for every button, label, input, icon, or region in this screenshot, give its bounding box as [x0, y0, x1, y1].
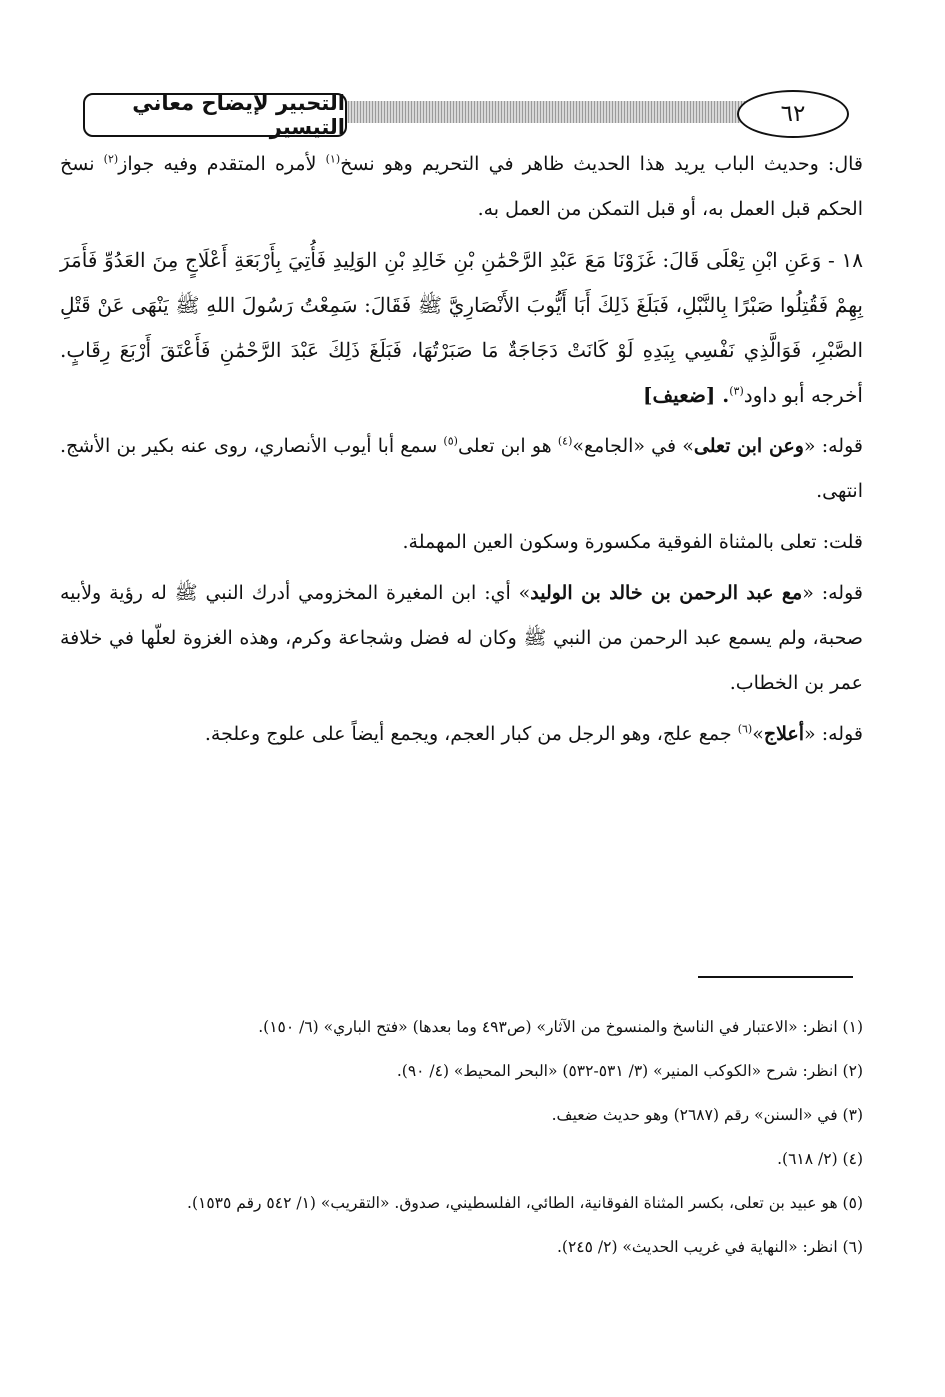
page-number: ٦٢	[737, 90, 849, 138]
paragraph-2	[60, 424, 863, 514]
footnote-5: (٥) هو عبيد بن تعلى، بكسر المثناة الفوقانية، الطائي، الفلسطيني، صدوق. «التقريب» (١/ ٥٤٢ رقم ١٥٣٥).	[187, 1194, 863, 1212]
paragraph-2-text-c: سمع أبا أيوب الأنصاري، روى عنه بكير بن الأشج. انتهى.	[60, 435, 863, 502]
footnote-ref-2: (٢)	[103, 152, 119, 166]
footnote-separator	[698, 976, 853, 978]
paragraph-2-text-a: » في «الجامع»	[572, 435, 694, 457]
paragraph-1-text-a: قال: وحديث الباب يريد هذا الحديث ظاهر في التحريم وهو نسخ	[340, 153, 864, 175]
paragraph-5-lead: قوله: «	[804, 723, 863, 745]
paragraph-2-lead: قوله: «	[803, 435, 863, 457]
paragraph-1	[60, 142, 863, 232]
footnote-ref-1: (١)	[325, 152, 341, 166]
footnote-3: (٣) في «السنن» رقم (٢٦٨٧) وهو حديث ضعيف.	[551, 1106, 863, 1124]
footnote-4: (٤) (٢/ ٦١٨).	[777, 1150, 863, 1168]
paragraph-5	[60, 712, 863, 757]
running-header-title: التحبير لإيضاح معاني التيسير	[83, 93, 347, 137]
paragraph-4-lead: قوله: «	[802, 582, 863, 604]
paragraph-5-quoted: أعلاج	[763, 723, 805, 745]
paragraph-2-text-b: هو ابن تعلى	[457, 435, 558, 457]
paragraph-4	[60, 571, 863, 706]
footnote-6: (٦) انظر: «النهاية في غريب الحديث» (٢/ ٢٤٥).	[557, 1238, 863, 1256]
footnote-ref-6: (٦)	[737, 722, 753, 736]
hadith-grade: . [ضعيف]	[643, 383, 730, 407]
footnotes	[60, 1005, 863, 1269]
paragraph-4-text: » أي: ابن المغيرة المخزومي أدرك النبي ﷺ له رؤية ولأبيه صحبة، ولم يسمع عبد الرحمن من النبي ﷺ وكان له فضل وشجاعة وكرم، وهذه الغزوة لعلّها في خلافة عمر بن الخطاب.	[60, 582, 863, 694]
footnote-1: (١) انظر: «الاعتبار في الناسخ والمنسوخ من الآثار» (ص٤٩٣ وما بعدها) «فتح الباري» (٦/ ١٥٠).	[258, 1018, 863, 1036]
paragraph-1-text-b: لأمره المتقدم وفيه جواز	[118, 153, 326, 175]
footnote-ref-5: (٥)	[443, 434, 458, 448]
main-text	[60, 142, 863, 763]
paragraph-5-text-a: »	[752, 723, 764, 745]
paragraph-2-quoted: وعن ابن تعلى	[693, 435, 804, 457]
footnote-ref-4: (٤)	[557, 434, 573, 448]
paragraph-4-quoted: مع عبد الرحمن بن خالد بن الوليد	[530, 582, 803, 604]
paragraph-5-text-b: جمع علج، وهو الرجل من كبار العجم، ويجمع أيضاً على علوج وعلجة.	[204, 723, 738, 745]
footnote-ref-3: (٣)	[729, 384, 744, 398]
footnote-2: (٢) انظر: شرح «الكوكب المنير» (٣/ ٥٣١-٥٣٢) «البحر المحيط» (٤/ ٩٠).	[396, 1062, 863, 1080]
paragraph-3: قلت: تعلى بالمثناة الفوقية مكسورة وسكون العين المهملة.	[402, 531, 863, 553]
paragraph-1-text-c: نسخ الحكم قبل العمل به، أو قبل التمكن من العمل به.	[60, 153, 863, 220]
hadith-paragraph	[60, 238, 863, 418]
hadith-text: ١٨ - وَعَنِ ابْنِ تِعْلَى قَالَ: غَزَوْنَا مَعَ عَبْدِ الرَّحْمَٰنِ بْنِ خَالِدِ بْنِ الوَلِيدِ فَأُتِيَ بِأَرْبَعَةِ أَعْلَاجٍ مِنَ العَدُوِّ فَأَمَرَ بِهِمْ فَقُتِلُوا صَبْرًا بِالنَّبْلِ، فَبَلَغَ ذَلِكَ أَبَا أَيُّوبَ الأَنْصَارِيَّ ﷺ فَقَالَ: سَمِعْتُ رَسُولَ اللهِ ﷺ يَنْهَى عَنْ قَتْلِ الصَّبْرِ، فَوَالَّذِي نَفْسِي بِيَدِهِ لَوْ كَانَتْ دَجَاجَةٌ مَا صَبَرْتُهَا، فَبَلَغَ ذَلِكَ عَبْدَ الرَّحْمَٰنِ فَأَعْتَقَ أَرْبَعَ رِقَابٍ. أخرجه أبو داود	[60, 248, 863, 407]
